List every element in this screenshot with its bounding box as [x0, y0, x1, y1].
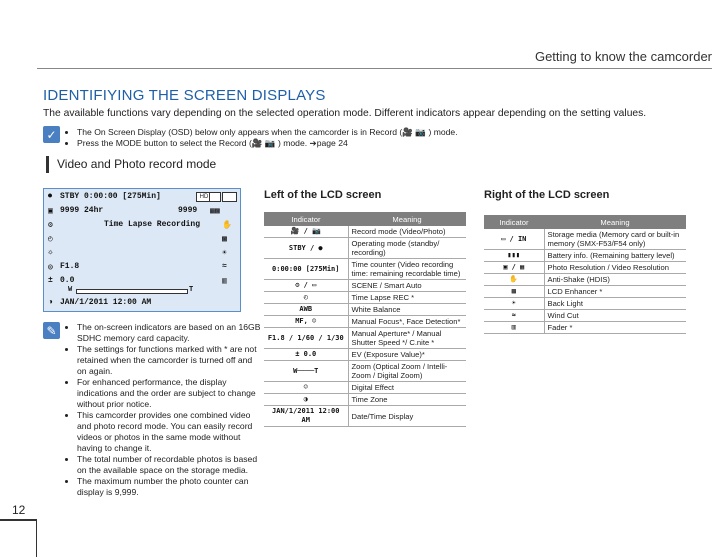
left-indicator-table [264, 212, 466, 427]
indicator-cell: ± 0.0 [264, 349, 348, 361]
zoom-t: T [189, 286, 194, 294]
indicator-cell: AWB [264, 304, 348, 316]
section-title: IDENTIFIYING THE SCREEN DISPLAYS [43, 87, 326, 104]
table-row [264, 349, 466, 361]
meaning-cell: Time Lapse REC * [348, 292, 466, 304]
table-row [264, 280, 466, 292]
camera-icon: ⏺ [48, 192, 52, 201]
hd-badge: HD [196, 192, 212, 202]
ev-icon: ± [48, 276, 53, 285]
table-row [484, 229, 686, 250]
indicator-cell: ☺ [264, 382, 348, 394]
meaning-cell: LCD Enhancer * [544, 286, 686, 298]
table-row [264, 238, 466, 259]
meaning-cell: Date/Time Display [348, 406, 466, 427]
indicator-cell: ▮▮▮ [484, 250, 544, 262]
indicator-cell: STBY / ● [264, 238, 348, 259]
page-corner-rule [36, 519, 37, 557]
table-row [484, 286, 686, 298]
check-note-icon: ✓ [43, 126, 60, 143]
intro-text: The available functions vary depending on the selected operation mode. Different indicators appear depending on the setting values. [43, 108, 647, 119]
indicator-cell: ▩ [484, 286, 544, 298]
aperture-icon: ◎ [48, 263, 53, 272]
table-row [264, 292, 466, 304]
meaning-cell: Manual Aperture* / Manual Shutter Speed */ C.nite * [348, 328, 466, 349]
meaning-cell: Storage media (Memory card or built-in memory (SMX-F53/F54 only) [544, 229, 686, 250]
indicator-cell: ▣ / ▦ [484, 262, 544, 274]
indicator-cell: F1.8 / 1/60 / 1/30 [264, 328, 348, 349]
fader-icon: ▥ [222, 277, 227, 286]
right-indicator-table [484, 215, 686, 334]
meaning-cell: Record mode (Video/Photo) [348, 226, 466, 238]
timelapse-label: Time Lapse Recording [104, 220, 201, 229]
table-row [264, 406, 466, 427]
header-title: Getting to know the camcorder [534, 49, 712, 64]
lcd-screen-illustration [43, 188, 241, 312]
subsection-title: Video and Photo record mode [46, 156, 216, 173]
table-row [264, 259, 466, 280]
meaning-cell: White Balance [348, 304, 466, 316]
col-meaning: Meaning [544, 215, 686, 229]
top-notes [64, 127, 484, 149]
lcd-row2: 9999 24hr [60, 206, 104, 215]
meaning-cell: Time counter (Video recording time: remaining recordable time) [348, 259, 466, 280]
indicator-cell: MF, ☺ [264, 316, 348, 328]
meaning-cell: Back Light [544, 298, 686, 310]
table-row [484, 262, 686, 274]
indicator-cell: ✋ [484, 274, 544, 286]
lcd-datetime: JAN/1/2011 12:00 AM [60, 298, 152, 307]
table-row [484, 250, 686, 262]
lcd-enhancer-icon: ▩ [222, 235, 227, 244]
note-item: • The maximum number the photo counter can display is 9,999. [77, 476, 264, 498]
meaning-cell: Digital Effect [348, 382, 466, 394]
col-indicator: Indicator [484, 215, 544, 229]
indicator-cell: ▭ / IN [484, 229, 544, 250]
whitebalance-icon: ☼ [48, 248, 53, 257]
meaning-cell: Wind Cut [544, 310, 686, 322]
table-row [264, 382, 466, 394]
photo-counter: 9999 [178, 206, 198, 215]
zoom-w: W [68, 286, 73, 294]
indicator-cell: ⚙ / ▭ [264, 280, 348, 292]
table-row [484, 298, 686, 310]
backlight-icon: ☀ [222, 249, 227, 258]
left-table-title: Left of the LCD screen [264, 189, 382, 201]
antishake-icon: ✋ [222, 221, 232, 230]
note-item: • The total number of recordable photos is based on the available space on the storage media. [77, 454, 264, 476]
indicator-cell: W────T [264, 361, 348, 382]
table-row [264, 394, 466, 406]
table-row [484, 274, 686, 286]
meaning-cell: EV (Exposure Value)* [348, 349, 466, 361]
indicator-cell: ◑ [264, 394, 348, 406]
side-notes [64, 322, 264, 498]
table-row [264, 226, 466, 238]
indicator-cell: JAN/1/2011 12:00 AM [264, 406, 348, 427]
col-indicator: Indicator [264, 212, 348, 226]
note-item: • The On Screen Display (OSD) below only appears when the camcorder is in Record (🎥 📷 ) mode. [77, 127, 484, 138]
indicator-cell: 0:00:00 [275Min] [264, 259, 348, 280]
zoom-bar [76, 289, 188, 294]
meaning-cell: Battery info. (Remaining battery level) [544, 250, 686, 262]
card-icon [209, 192, 221, 202]
battery-icon [222, 192, 237, 202]
meaning-cell: Operating mode (standby/ recording) [348, 238, 466, 259]
indicator-cell: ◴ [264, 292, 348, 304]
meaning-cell: Photo Resolution / Video Resolution [544, 262, 686, 274]
table-row [484, 310, 686, 322]
meaning-cell: Time Zone [348, 394, 466, 406]
meaning-cell: Manual Focus*, Face Detection* [348, 316, 466, 328]
ev-value: 0.0 [60, 276, 75, 285]
right-table-title: Right of the LCD screen [484, 189, 610, 201]
scene-icon: ⚙ [48, 221, 53, 230]
table-row [264, 316, 466, 328]
timezone-icon: ◑ [48, 298, 53, 307]
header-divider [37, 68, 712, 69]
indicator-cell: ☀ [484, 298, 544, 310]
note-item: • The on-screen indicators are based on an 16GB SDHC memory card capacity. [77, 322, 264, 344]
windcut-icon: ≈ [222, 262, 227, 271]
table-row [264, 328, 466, 349]
pencil-note-icon: ✎ [43, 322, 60, 339]
table-row [264, 304, 466, 316]
resolution-icon: ▦▩ [210, 207, 220, 216]
note-item: • Press the MODE button to select the Record (🎥 📷 ) mode. ➔page 24 [77, 138, 484, 149]
f-value: F1.8 [60, 262, 80, 271]
timelapse-icon: ◴ [48, 235, 53, 244]
indicator-cell: ≈ [484, 310, 544, 322]
table-row [484, 322, 686, 334]
lcd-top-row: STBY 0:00:00 [275Min] [60, 192, 161, 201]
indicator-cell: ▥ [484, 322, 544, 334]
note-item: • This camcorder provides one combined video and photo record mode. You can easily record videos or photos in the same mode without having to change it. [77, 410, 264, 454]
note-item: • For enhanced performance, the display indications and the order are subject to change without prior notice. [77, 377, 264, 410]
meaning-cell: Zoom (Optical Zoom / Intelli-Zoom / Digital Zoom) [348, 361, 466, 382]
page-corner-line [0, 519, 37, 521]
col-meaning: Meaning [348, 212, 466, 226]
meaning-cell: Anti-Shake (HDIS) [544, 274, 686, 286]
indicator-cell: 🎥 / 📷 [264, 226, 348, 238]
table-row [264, 361, 466, 382]
meaning-cell: Fader * [544, 322, 686, 334]
page-number: 12 [12, 503, 26, 517]
note-item: • The settings for functions marked with * are not retained when the camcorder is turned off and on again. [77, 344, 264, 377]
photo-icon: ▣ [48, 207, 53, 216]
meaning-cell: SCENE / Smart Auto [348, 280, 466, 292]
